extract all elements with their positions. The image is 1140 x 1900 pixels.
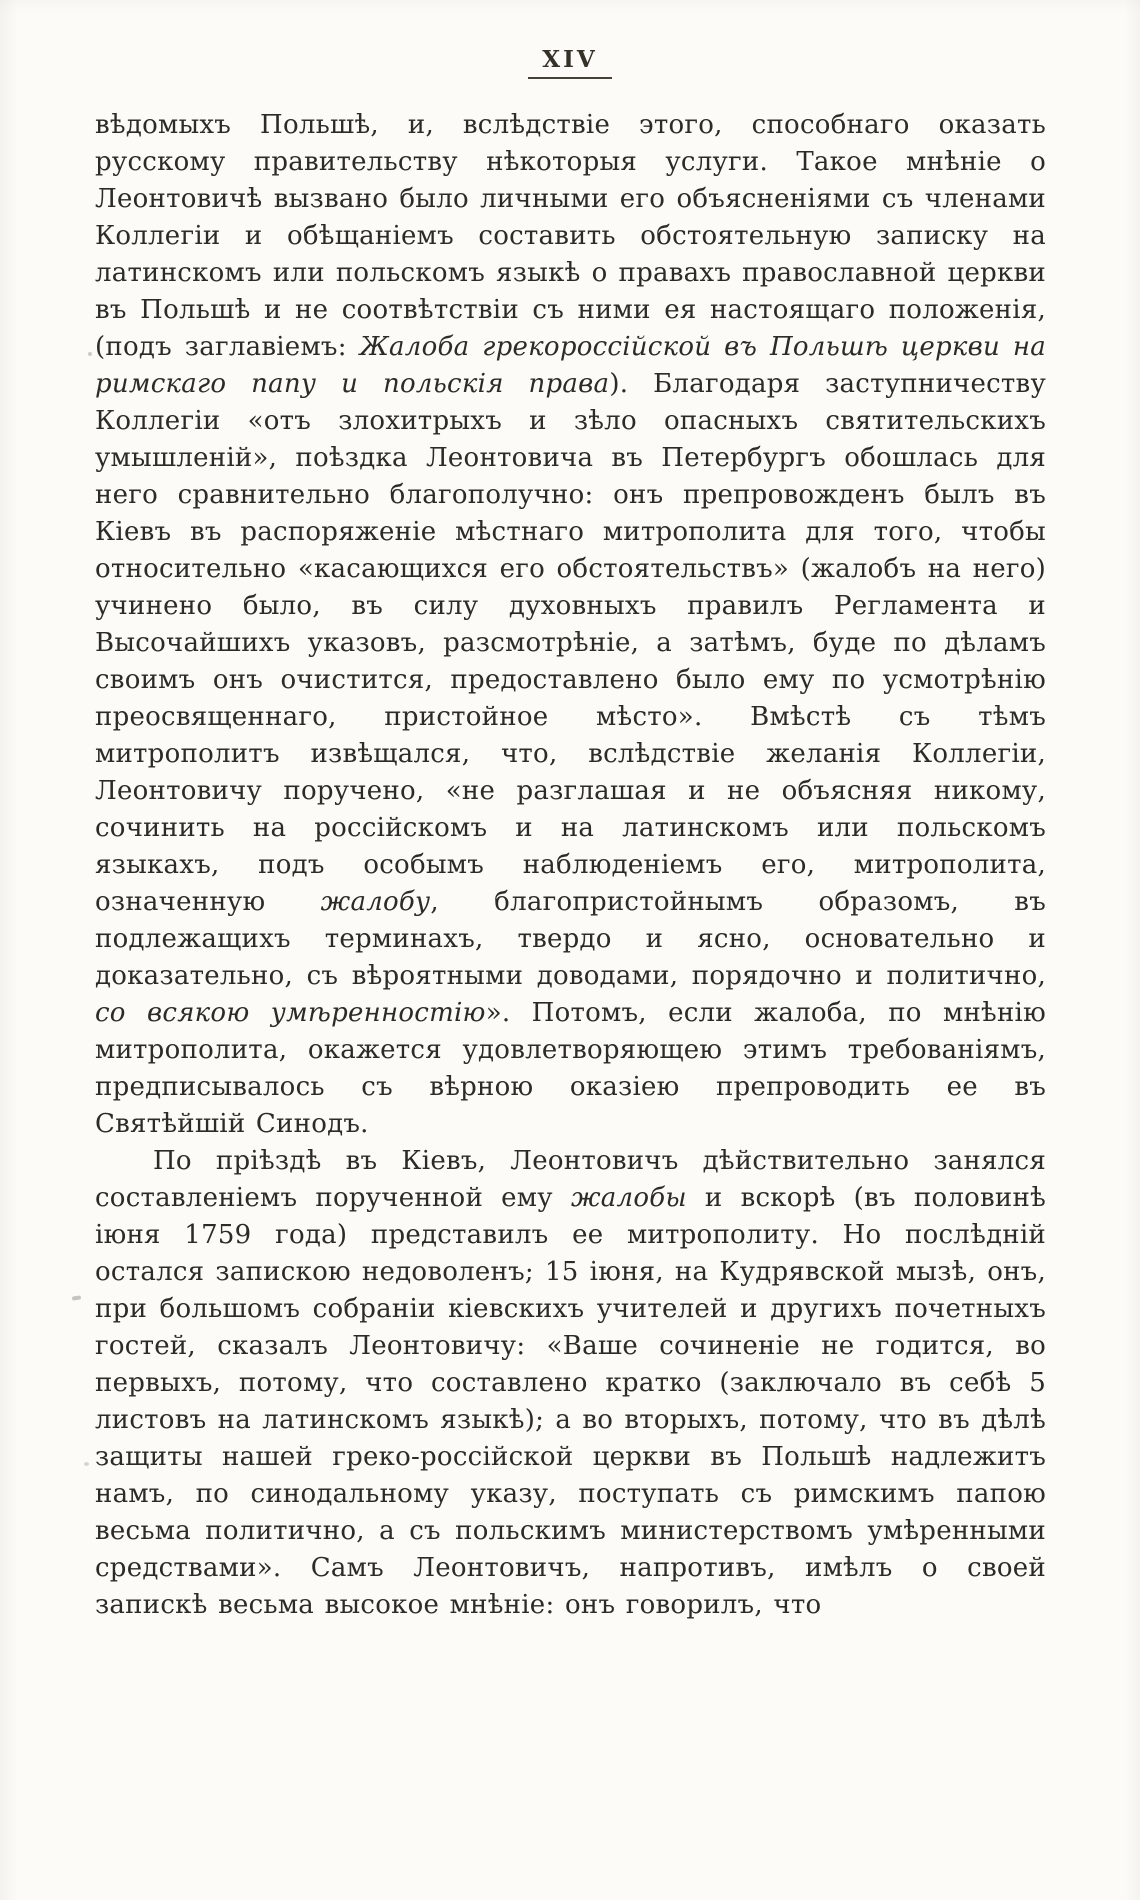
scan-artifact — [72, 1295, 81, 1300]
text-block — [95, 107, 1046, 1624]
text-segment-italic: жалобы — [570, 1183, 687, 1213]
text-segment: ». Потомъ, если жалоба, по мнѣнію митрополита, окажется удовлетворяющею этимъ требованіямъ, предписывалось съ вѣрною оказіею препроводить ее въ Святѣйшій Синодъ. — [95, 998, 1046, 1139]
scan-artifact — [88, 352, 92, 356]
text-segment: , благопристойнымъ образомъ, въ подлежащихъ терминахъ, твердо и ясно, основательно и доказательно, съ вѣроятными доводами, порядочно и политично, — [95, 887, 1046, 991]
paragraph-1 — [95, 107, 1046, 1143]
text-segment-italic: со всякою умѣренностію — [95, 998, 486, 1028]
text-segment-italic: Жалоба грекороссійской въ Польшѣ церкви на римскаго папу и польскія права — [95, 332, 1046, 399]
page-header — [0, 0, 1140, 79]
text-segment: По пріѣздѣ въ Кіевъ, Леонтовичъ дѣйствительно занялся составленіемъ порученной ему — [95, 1146, 1046, 1213]
scan-artifact — [84, 1462, 89, 1466]
text-segment: ). Благодаря заступничеству Коллегіи «отъ злохитрыхъ и зѣло опасныхъ святительскихъ умышленій», поѣздка Леонтовича въ Петербургъ обошлась для него сравнительно благополучно: онъ препровожденъ былъ въ Кіевъ въ распоряженіе мѣстнаго митрополита для того, чтобы относительно «касающихся его обстоятельствъ» (жалобъ на него) учинено было, въ силу духовныхъ правилъ Регламента и Высочайшихъ указовъ, разсмотрѣніе, а затѣмъ, буде по дѣламъ своимъ онъ очистится, предоставлено было ему по усмотрѣнію преосвященнаго, пристойное мѣсто». Вмѣстѣ съ тѣмъ митрополитъ извѣщался, что, вслѣдствіе желанія Коллегіи, Леонтовичу поручено, «не разглашая и не объясняя никому, сочинить на россійскомъ и на латинскомъ или польскомъ языкахъ, подъ особымъ наблюденіемъ его, митрополита, означенную — [95, 369, 1046, 917]
paragraph-2 — [95, 1143, 1046, 1624]
text-segment: вѣдомыхъ Польшѣ, и, вслѣдствіе этого, способнаго оказать русскому правительству нѣкоторыя услуги. Такое мнѣніе о Леонтовичѣ вызвано было личными его объясненіями съ членами Коллегіи и обѣщаніемъ составить обстоятельную записку на латинскомъ или польскомъ языкѣ о правахъ православной церкви въ Польшѣ и не соотвѣтствіи съ ними ея настоящаго положенія, (подъ заглавіемъ: — [95, 110, 1046, 362]
page-number: XIV — [528, 46, 611, 79]
text-segment-italic: жалобу — [320, 887, 431, 917]
text-segment: и вскорѣ (въ половинѣ іюня 1759 года) представилъ ее митрополиту. Но послѣдній остался запискою недоволенъ; 15 іюня, на Кудрявской мызѣ, онъ, при большомъ собраніи кіевскихъ учителей и другихъ почетныхъ гостей, сказалъ Леонтовичу: «Ваше сочиненіе не годится, во первыхъ, потому, что составлено кратко (заключало въ себѣ 5 листовъ на латинскомъ языкѣ); а во вторыхъ, потому, что въ дѣлѣ защиты нашей греко-россійской церкви въ Польшѣ надлежитъ намъ, по синодальному указу, поступать съ римскимъ папою весьма политично, а съ польскимъ министерствомъ умѣренными средствами». Самъ Леонтовичъ, напротивъ, имѣлъ о своей запискѣ весьма высокое мнѣніе: онъ говорилъ, что — [95, 1183, 1047, 1620]
